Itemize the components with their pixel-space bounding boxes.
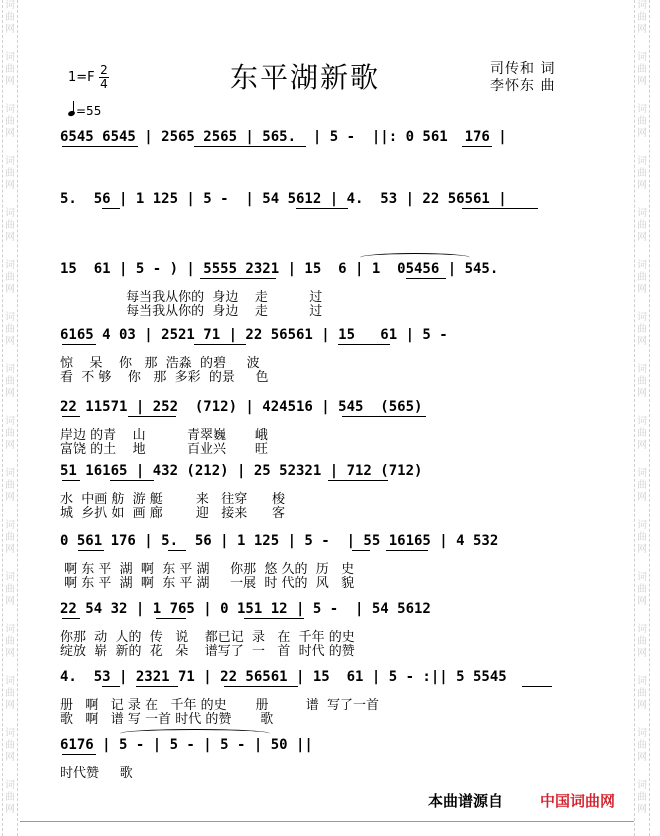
watermark-char: 曲	[5, 12, 15, 23]
watermark-char: 词	[637, 104, 647, 115]
watermark-char: 曲	[637, 532, 647, 543]
lyrics-verse-2: 每当我从你的 身边 走 过	[60, 304, 323, 319]
watermark-char: 曲	[5, 220, 15, 231]
watermark-char: 词	[5, 312, 15, 323]
watermark-char: 曲	[5, 168, 15, 179]
notation-line: 5. 56 | 1 125 | 5 - | 54 5612 | 4. 53 | 22 56561 |	[60, 191, 507, 207]
notation-line: 22 54 32 | 1 765 | 0 151 12 | 5 - | 54 5612	[60, 601, 440, 617]
watermark-char: 曲	[637, 688, 647, 699]
watermark-char: 词	[5, 468, 15, 479]
notation-line: 0 561 176 | 5. 56 | 1 125 | 5 - | 55 16165 | 4 532	[60, 533, 507, 549]
notation-line: 22 11571 | 252 (712) | 424516 | 545 (565)	[60, 399, 431, 415]
lyrics-verse-1: 水 中画 舫 游 艇 来 往穿 梭	[60, 492, 286, 507]
notation-line: 51 16165 | 432 (212) | 25 52321 | 712 (712)	[60, 463, 431, 479]
watermark-char: 网	[637, 128, 647, 139]
lyrics-verse-1: 册 啊 记 录 在 千年 的史 册 谱 写了一首	[60, 698, 379, 713]
watermark-char: 网	[637, 336, 647, 347]
watermark-char: 词	[5, 676, 15, 687]
watermark-char: 网	[5, 700, 15, 711]
watermark-char: 网	[5, 492, 15, 503]
watermark-char: 曲	[5, 792, 15, 803]
watermark-char: 网	[637, 76, 647, 87]
watermark-char: 曲	[637, 116, 647, 127]
lyrics-verse-2: 看 不 够 你 那 多彩 的景 色	[60, 370, 269, 385]
lyrics-verse-2: 啊 东 平 湖 啊 东 平 湖 一展 时 代的 风 貌	[60, 576, 355, 591]
watermark-char: 词	[637, 208, 647, 219]
watermark-char: 网	[637, 804, 647, 815]
page-bottom-border	[20, 821, 634, 822]
watermark-char: 曲	[637, 428, 647, 439]
watermark-char: 词	[5, 208, 15, 219]
watermark-char: 词	[637, 728, 647, 739]
key-signature: 1=F	[68, 70, 95, 85]
watermark-char: 曲	[5, 324, 15, 335]
watermark-char: 词	[637, 468, 647, 479]
watermark-char: 曲	[637, 376, 647, 387]
watermark-char: 曲	[637, 64, 647, 75]
watermark-char: 曲	[5, 688, 15, 699]
watermark-char: 网	[5, 804, 15, 815]
lyrics-verse-1: 每当我从你的 身边 走 过	[60, 290, 323, 305]
notation-line: 15 61 | 5 - ) | 5555 2321 | 15 6 | 1 05456 | 545.	[60, 261, 507, 277]
lyrics-verse-2: 绽放 崭 新的 花 朵 谱写了 一 首 时代 的赞	[60, 644, 355, 659]
watermark-char: 网	[5, 336, 15, 347]
watermark-char: 词	[637, 520, 647, 531]
watermark-char: 曲	[637, 740, 647, 751]
watermark-char: 网	[5, 24, 15, 35]
lyrics-ending: 时代赞 歌	[60, 766, 133, 781]
watermark-char: 曲	[5, 116, 15, 127]
lyrics-verse-1: 惊 呆 你 那 浩淼 的碧 波	[60, 356, 260, 371]
watermark-char: 曲	[637, 220, 647, 231]
watermark-char: 网	[637, 388, 647, 399]
watermark-char: 网	[5, 648, 15, 659]
watermark-char: 词	[637, 624, 647, 635]
watermark-char: 网	[637, 596, 647, 607]
watermark-char: 曲	[5, 740, 15, 751]
watermark-char: 网	[5, 440, 15, 451]
watermark-char: 曲	[637, 12, 647, 23]
tempo-value: =55	[76, 104, 102, 118]
watermark-char: 网	[5, 544, 15, 555]
watermark-char: 网	[5, 180, 15, 191]
source-label: 本曲谱源自	[428, 792, 504, 810]
quarter-note-icon	[67, 110, 75, 117]
lyrics-verse-1: 你那 动 人的 传 说 都已记 录 在 千年 的史	[60, 630, 355, 645]
watermark-char: 网	[637, 544, 647, 555]
watermark-char: 词	[637, 312, 647, 323]
watermark-char: 网	[637, 232, 647, 243]
watermark-char: 词	[637, 260, 647, 271]
time-numerator: 2	[100, 63, 108, 77]
composer-credit: 李怀东 曲	[490, 78, 556, 94]
watermark-char: 词	[637, 780, 647, 791]
watermark-char: 曲	[637, 584, 647, 595]
watermark-char: 曲	[5, 636, 15, 647]
watermark-char: 曲	[637, 168, 647, 179]
lyrics-verse-2: 富饶 的土 地 百业兴 旺	[60, 442, 268, 457]
watermark-char: 词	[637, 676, 647, 687]
watermark-char: 词	[5, 624, 15, 635]
lyrics-verse-1: 啊 东 平 湖 啊 东 平 湖 你那 悠 久的 历 史	[60, 562, 355, 577]
watermark-char: 曲	[5, 428, 15, 439]
watermark-char: 网	[5, 76, 15, 87]
watermark-char: 词	[5, 364, 15, 375]
watermark-char: 网	[5, 388, 15, 399]
watermark-char: 词	[637, 52, 647, 63]
watermark-char: 曲	[5, 272, 15, 283]
watermark-char: 网	[637, 752, 647, 763]
notation-line: 6165 4 03 | 2521 71 | 22 56561 | 15 61 | 5 -	[60, 327, 457, 343]
watermark-char: 曲	[637, 792, 647, 803]
lyrics-verse-2: 城 乡扒 如 画 廊 迎 接来 客	[60, 506, 286, 521]
lyricist-credit: 司传和 词	[490, 61, 556, 77]
watermark-char: 词	[5, 52, 15, 63]
watermark-char: 网	[637, 180, 647, 191]
watermark-char: 词	[5, 260, 15, 271]
watermark-char: 网	[5, 752, 15, 763]
notation-line: 6545 6545 | 2565 2565 | 565. | 5 - ||: 0 561 176 |	[60, 129, 507, 145]
watermark-char: 曲	[5, 376, 15, 387]
watermark-char: 曲	[5, 64, 15, 75]
watermark-char: 曲	[5, 480, 15, 491]
time-denominator: 4	[100, 77, 108, 91]
lyrics-verse-2: 歌 啊 谱 写 一首 时代 的赞 歌	[60, 712, 274, 727]
watermark-char: 词	[5, 780, 15, 791]
watermark-char: 网	[637, 648, 647, 659]
watermark-char: 曲	[637, 480, 647, 491]
watermark-char: 词	[637, 572, 647, 583]
watermark-char: 网	[637, 440, 647, 451]
lyrics-verse-1: 岸边 的青 山 青翠巍 峨	[60, 428, 268, 443]
watermark-char: 网	[5, 232, 15, 243]
watermark-char: 曲	[5, 584, 15, 595]
watermark-char: 网	[637, 492, 647, 503]
watermark-char: 词	[637, 156, 647, 167]
watermark-char: 曲	[637, 636, 647, 647]
song-title: 东平湖新歌	[230, 61, 381, 94]
watermark-char: 曲	[5, 532, 15, 543]
watermark-char: 词	[5, 572, 15, 583]
notation-line: 4. 53 | 2321 71 | 22 56561 | 15 61 | 5 - :|| 5 5545	[60, 669, 516, 685]
watermark-char: 网	[5, 596, 15, 607]
watermark-char: 词	[5, 728, 15, 739]
watermark-char: 词	[637, 416, 647, 427]
watermark-char: 词	[5, 520, 15, 531]
watermark-char: 词	[637, 0, 647, 11]
notation-line: 6176 | 5 - | 5 - | 5 - | 50 ||	[60, 737, 313, 753]
time-signature	[99, 64, 109, 91]
watermark-char: 网	[637, 284, 647, 295]
watermark-char: 词	[5, 104, 15, 115]
watermark-char: 曲	[637, 324, 647, 335]
watermark-char: 网	[637, 24, 647, 35]
watermark-char: 词	[637, 364, 647, 375]
watermark-char: 词	[5, 416, 15, 427]
site-link[interactable]: 中国词曲网	[540, 792, 616, 810]
watermark-char: 词	[5, 156, 15, 167]
watermark-char: 网	[5, 128, 15, 139]
watermark-char: 曲	[637, 272, 647, 283]
tempo-marking	[68, 103, 101, 118]
watermark-char: 网	[5, 284, 15, 295]
watermark-char: 网	[637, 700, 647, 711]
watermark-char: 词	[5, 0, 15, 11]
